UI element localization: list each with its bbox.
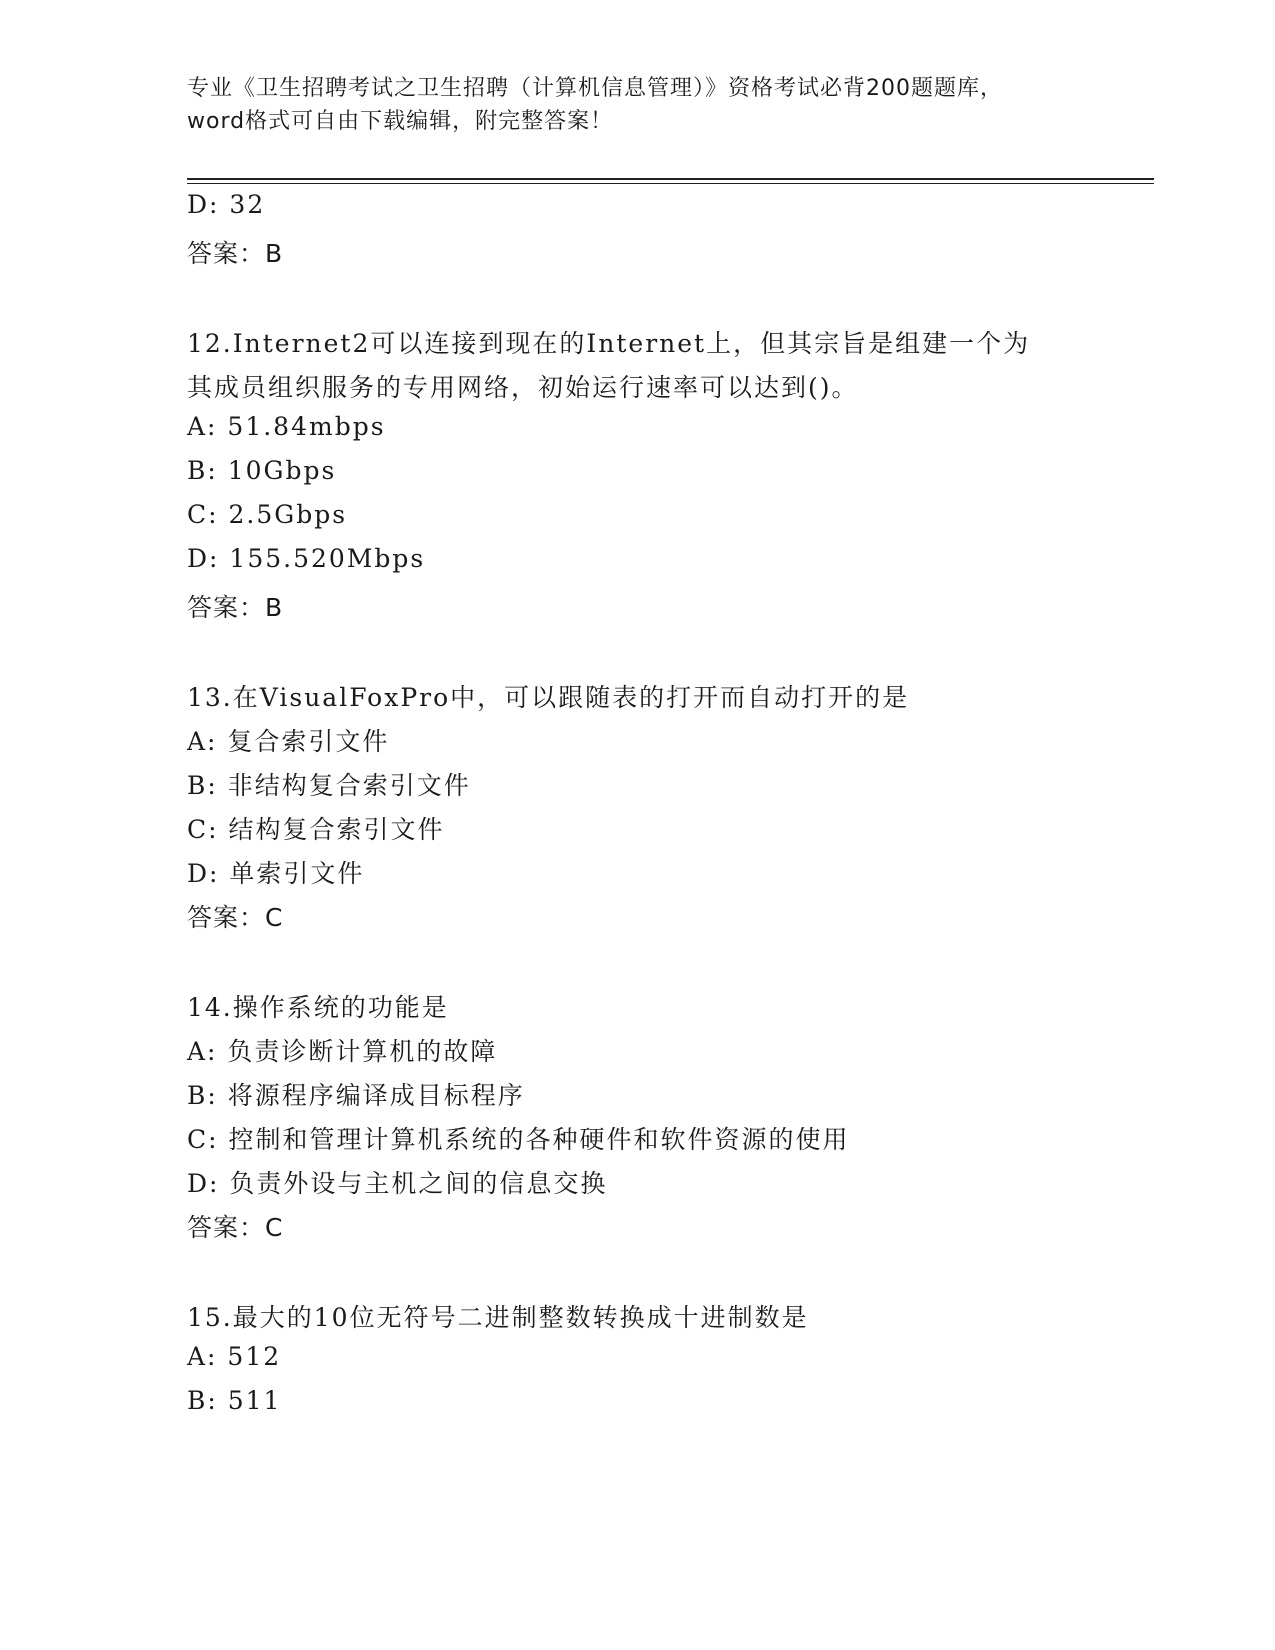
q12-option-c: C: 2.5Gbps (187, 500, 348, 529)
q15-stem: 15.最大的10位无符号二进制整数转换成十进制数是 (187, 1303, 809, 1332)
q12-option-d: D: 155.520Mbps (187, 544, 426, 573)
q15-option-b: B: 511 (187, 1386, 282, 1415)
q14-option-c: C: 控制和管理计算机系统的各种硬件和软件资源的使用 (187, 1125, 850, 1154)
q14-answer: 答案：C (187, 1213, 284, 1242)
q12-stem-line1: 12.Internet2可以连接到现在的Internet上，但其宗旨是组建一个为 (187, 329, 1031, 358)
q12-stem-line2: 其成员组织服务的专用网络，初始运行速率可以达到()。 (187, 373, 859, 402)
q13-option-a: A: 复合索引文件 (187, 727, 390, 756)
prev-answer: 答案：B (187, 239, 284, 268)
q13-option-d: D: 单索引文件 (187, 859, 365, 888)
q12-option-b: B: 10Gbps (187, 456, 337, 485)
q13-option-b: B: 非结构复合索引文件 (187, 771, 471, 800)
q14-stem: 14.操作系统的功能是 (187, 993, 449, 1022)
header-title-line2: word格式可自由下载编辑，附完整答案！ (187, 109, 614, 134)
q13-answer: 答案：C (187, 903, 284, 932)
header-title-line1: 专业《卫生招聘考试之卫生招聘（计算机信息管理）》资格考试必背200题题库， (187, 76, 1003, 101)
header-divider-thin (187, 183, 1154, 184)
header-divider-thick (187, 178, 1154, 180)
q13-stem: 13.在VisualFoxPro中，可以跟随表的打开而自动打开的是 (187, 683, 910, 712)
q14-option-d: D: 负责外设与主机之间的信息交换 (187, 1169, 608, 1198)
q14-option-b: B: 将源程序编译成目标程序 (187, 1081, 525, 1110)
prev-option-d: D: 32 (187, 190, 266, 219)
q13-option-c: C: 结构复合索引文件 (187, 815, 445, 844)
q15-option-a: A: 512 (187, 1342, 282, 1371)
q12-answer: 答案：B (187, 593, 284, 622)
document-header (187, 72, 1087, 138)
q14-option-a: A: 负责诊断计算机的故障 (187, 1037, 498, 1066)
q12-option-a: A: 51.84mbps (187, 412, 386, 441)
